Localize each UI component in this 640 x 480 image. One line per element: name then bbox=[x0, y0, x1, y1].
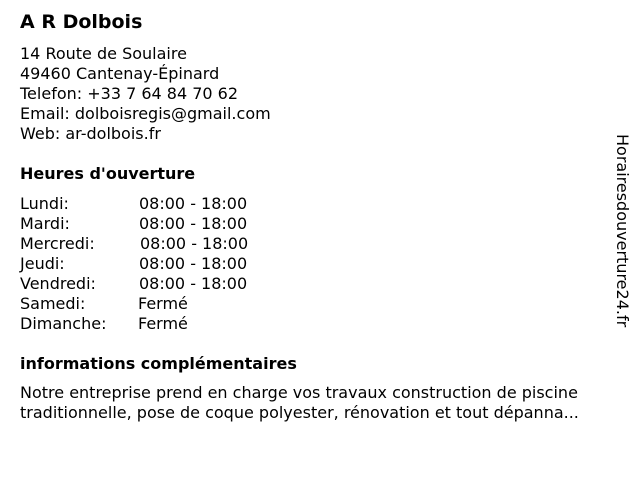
description-line-1: Notre entreprise prend en charge vos travaux construction de piscine bbox=[20, 383, 578, 402]
time-range: 08:00 - 18:00 bbox=[139, 254, 248, 273]
day-label: Mercredi: bbox=[20, 234, 95, 253]
day-label: Dimanche: bbox=[20, 314, 107, 333]
address-street: 14 Route de Soulaire bbox=[20, 44, 187, 63]
time-range: Fermé bbox=[138, 314, 188, 333]
time-range: 08:00 - 18:00 bbox=[139, 214, 248, 233]
additional-info-heading: informations complémentaires bbox=[20, 354, 297, 373]
day-label: Jeudi: bbox=[20, 254, 65, 273]
phone-number[interactable]: Telefon: +33 7 64 84 70 62 bbox=[20, 84, 239, 103]
address-city: 49460 Cantenay-Épinard bbox=[20, 64, 220, 83]
time-range: 08:00 - 18:00 bbox=[139, 274, 248, 293]
day-label: Mardi: bbox=[20, 214, 70, 233]
watermark-text: Horairesdouverture24.fr bbox=[613, 134, 632, 328]
email-address[interactable]: Email: dolboisregis@gmail.com bbox=[20, 104, 271, 123]
contact-block bbox=[20, 44, 271, 144]
website-link[interactable]: Web: ar-dolbois.fr bbox=[20, 124, 161, 143]
description-line-2: traditionnelle, pose de coque polyester, rénovation et tout dépanna... bbox=[20, 403, 579, 422]
opening-hours-heading: Heures d'ouverture bbox=[20, 164, 196, 183]
business-description bbox=[20, 383, 630, 423]
day-label: Lundi: bbox=[20, 194, 69, 213]
time-range: 08:00 - 18:00 bbox=[139, 194, 248, 213]
day-label: Vendredi: bbox=[20, 274, 96, 293]
time-range: 08:00 - 18:00 bbox=[140, 234, 249, 253]
day-label: Samedi: bbox=[20, 294, 86, 313]
business-name: A R Dolbois bbox=[20, 11, 143, 33]
time-range: Fermé bbox=[138, 294, 188, 313]
